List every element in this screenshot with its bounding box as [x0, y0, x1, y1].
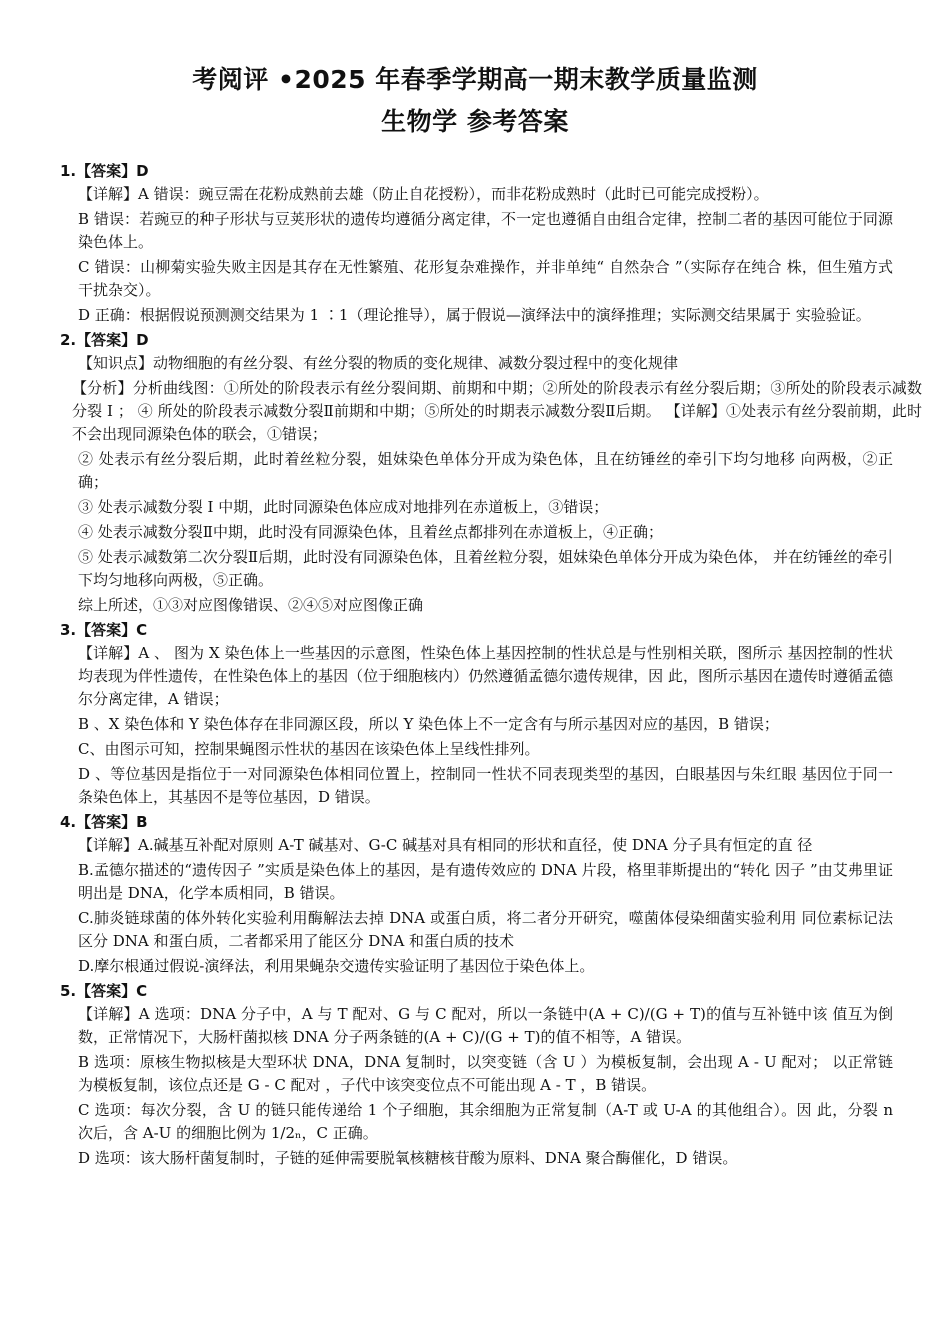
- explanation-paragraph: C 错误：山柳菊实验失败主因是其存在无性繁殖、花形复杂难操作，并非单纯“ 自然杂合 ”（实际存在纯合 株，但生殖方式干扰杂交）。: [78, 258, 893, 299]
- question-3: [0, 619, 950, 809]
- explanation-paragraph: ⑤ 处表示减数第二次分裂Ⅱ后期，此时没有同源染色体，且着丝粒分裂，姐妹染色单体分开成为染色体， 并在纺锤丝的牵引下均匀地移向两极，⑤正确。: [78, 548, 893, 589]
- answer-heading: 2.【答案】D: [60, 331, 149, 349]
- explanation-paragraph: D 、等位基因是指位于一对同源染色体相同位置上，控制同一性状不同表现类型的基因，白眼基因与朱红眼 基因位于同一条染色体上，其基因不是等位基因，D 错误。: [78, 765, 893, 806]
- explanation-paragraph: 【详解】A 选项：DNA 分子中，A 与 T 配对、G 与 C 配对，所以一条链中(A + C)/(G + T)的值与互补链中该 值互为倒数，正常情况下，大肠杆菌拟核 DNA 分子两条链的(A + C)/(G + T)的值不相等，A 错误。: [78, 1005, 893, 1046]
- explanation-paragraph: C、由图示可知，控制果蝇图示性状的基因在该染色体上呈线性排列。: [78, 740, 540, 758]
- explanation-paragraph: C.肺炎链球菌的体外转化实验利用酶解法去掉 DNA 或蛋白质，将二者分开研究，噬菌体侵染细菌实验利用 同位素标记法区分 DNA 和蛋白质，二者都采用了能区分 DNA 和蛋白质的技术: [78, 909, 893, 950]
- analysis-paragraph: 【分析】分析曲线图：①所处的阶段表示有丝分裂间期、前期和中期；②所处的阶段表示有丝分裂后期；③所处的阶段表示减数分裂 Ⅰ ； ④ 所处的阶段表示减数分裂Ⅱ前期和中期；⑤所处的时期表示减数分裂Ⅱ后期。 【详解】①处表示有丝分裂前期，此时不会出现同源染色体的联会，①错误；: [72, 379, 922, 443]
- explanation-paragraph: ④ 处表示减数分裂Ⅱ中期，此时没有同源染色体，且着丝点都排列在赤道板上，④正确；: [78, 523, 663, 541]
- explanation-paragraph: B 选项：原核生物拟核是大型环状 DNA，DNA 复制时，以突变链（含 U ）为模板复制，会出现 A - U 配对； 以正常链为模板复制，该位点还是 G - C 配对 ，子代中该突变位点不可能出现 A - T ，B 错误。: [78, 1053, 893, 1094]
- answer-heading: 5.【答案】C: [60, 982, 148, 1000]
- summary-paragraph: 综上所述，①③对应图像错误、②④⑤对应图像正确: [78, 596, 424, 614]
- explanation-paragraph: B 、X 染色体和 Y 染色体存在非同源区段，所以 Y 染色体上不一定含有与所示基因对应的基因，B 错误；: [78, 715, 779, 733]
- question-2: [0, 329, 950, 617]
- answer-heading: 3.【答案】C: [60, 621, 148, 639]
- question-5: [0, 980, 950, 1170]
- explanation-paragraph: 【详解】A.碱基互补配对原则 A-T 碱基对、G-C 碱基对具有相同的形状和直径，使 DNA 分子具有恒定的直 径: [78, 836, 813, 854]
- explanation-paragraph: B 错误：若豌豆的种子形状与豆荚形状的遗传均遵循分离定律，不一定也遵循自由组合定律，控制二者的基因可能位于同源染色体上。: [78, 210, 893, 251]
- explanation-paragraph: 【详解】A 、 图为 X 染色体上一些基因的示意图，性染色体上基因控制的性状总是与性别相关联，图所示 基因控制的性状均表现为伴性遗传，在性染色体上的基因（位于细胞核内）仍然遵循孟德尔遗传规律，因 此，图所示基因在遗传时遵循孟德尔分离定律，A 错误；: [78, 644, 893, 708]
- answer-list: [0, 160, 950, 1172]
- explanation-paragraph: D.摩尔根通过假说-演绎法，利用果蝇杂交遗传实验证明了基因位于染色体上。: [78, 957, 595, 975]
- answer-heading: 4.【答案】B: [60, 813, 148, 831]
- explanation-paragraph: 【详解】A 错误：豌豆需在花粉成熟前去雄（防止自花授粉），而非花粉成熟时（此时已可能完成授粉）。: [78, 185, 769, 203]
- question-1: [0, 160, 950, 327]
- explanation-paragraph: ③ 处表示减数分裂 Ⅰ 中期，此时同源染色体应成对地排列在赤道板上，③错误；: [78, 498, 609, 516]
- explanation-paragraph: ② 处表示有丝分裂后期，此时着丝粒分裂，姐妹染色单体分开成为染色体，且在纺锤丝的牵引下均匀地移 向两极，②正确；: [78, 450, 893, 491]
- page-title: 考阅评 •2025 年春季学期高一期末教学质量监测: [192, 65, 758, 94]
- explanation-paragraph: D 选项：该大肠杆菌复制时，子链的延伸需要脱氧核糖核苷酸为原料、DNA 聚合酶催化，D 错误。: [78, 1149, 738, 1167]
- explanation-paragraph: D 正确：根据假说预测测交结果为 1 ∶1（理论推导），属于假说—演绎法中的演绎推理；实际测交结果属于 实验验证。: [78, 306, 871, 324]
- explanation-paragraph: B.孟德尔描述的“遗传因子 ”实质是染色体上的基因，是有遗传效应的 DNA 片段，格里菲斯提出的“转化 因子 ”由艾弗里证明出是 DNA，化学本质相同，B 错误。: [78, 861, 893, 902]
- explanation-paragraph: C 选项：每次分裂，含 U 的链只能传递给 1 个子细胞，其余细胞为正常复制（A-T 或 U-A 的其他组合）。因 此，分裂 n 次后，含 A-U 的细胞比例为 1/2ₙ，C 正确。: [78, 1101, 893, 1142]
- page-subtitle: 生物学 参考答案: [381, 107, 569, 136]
- answer-heading: 1.【答案】D: [60, 162, 149, 180]
- knowledge-point: 【知识点】动物细胞的有丝分裂、有丝分裂的物质的变化规律、减数分裂过程中的变化规律: [78, 354, 679, 372]
- question-4: [0, 811, 950, 978]
